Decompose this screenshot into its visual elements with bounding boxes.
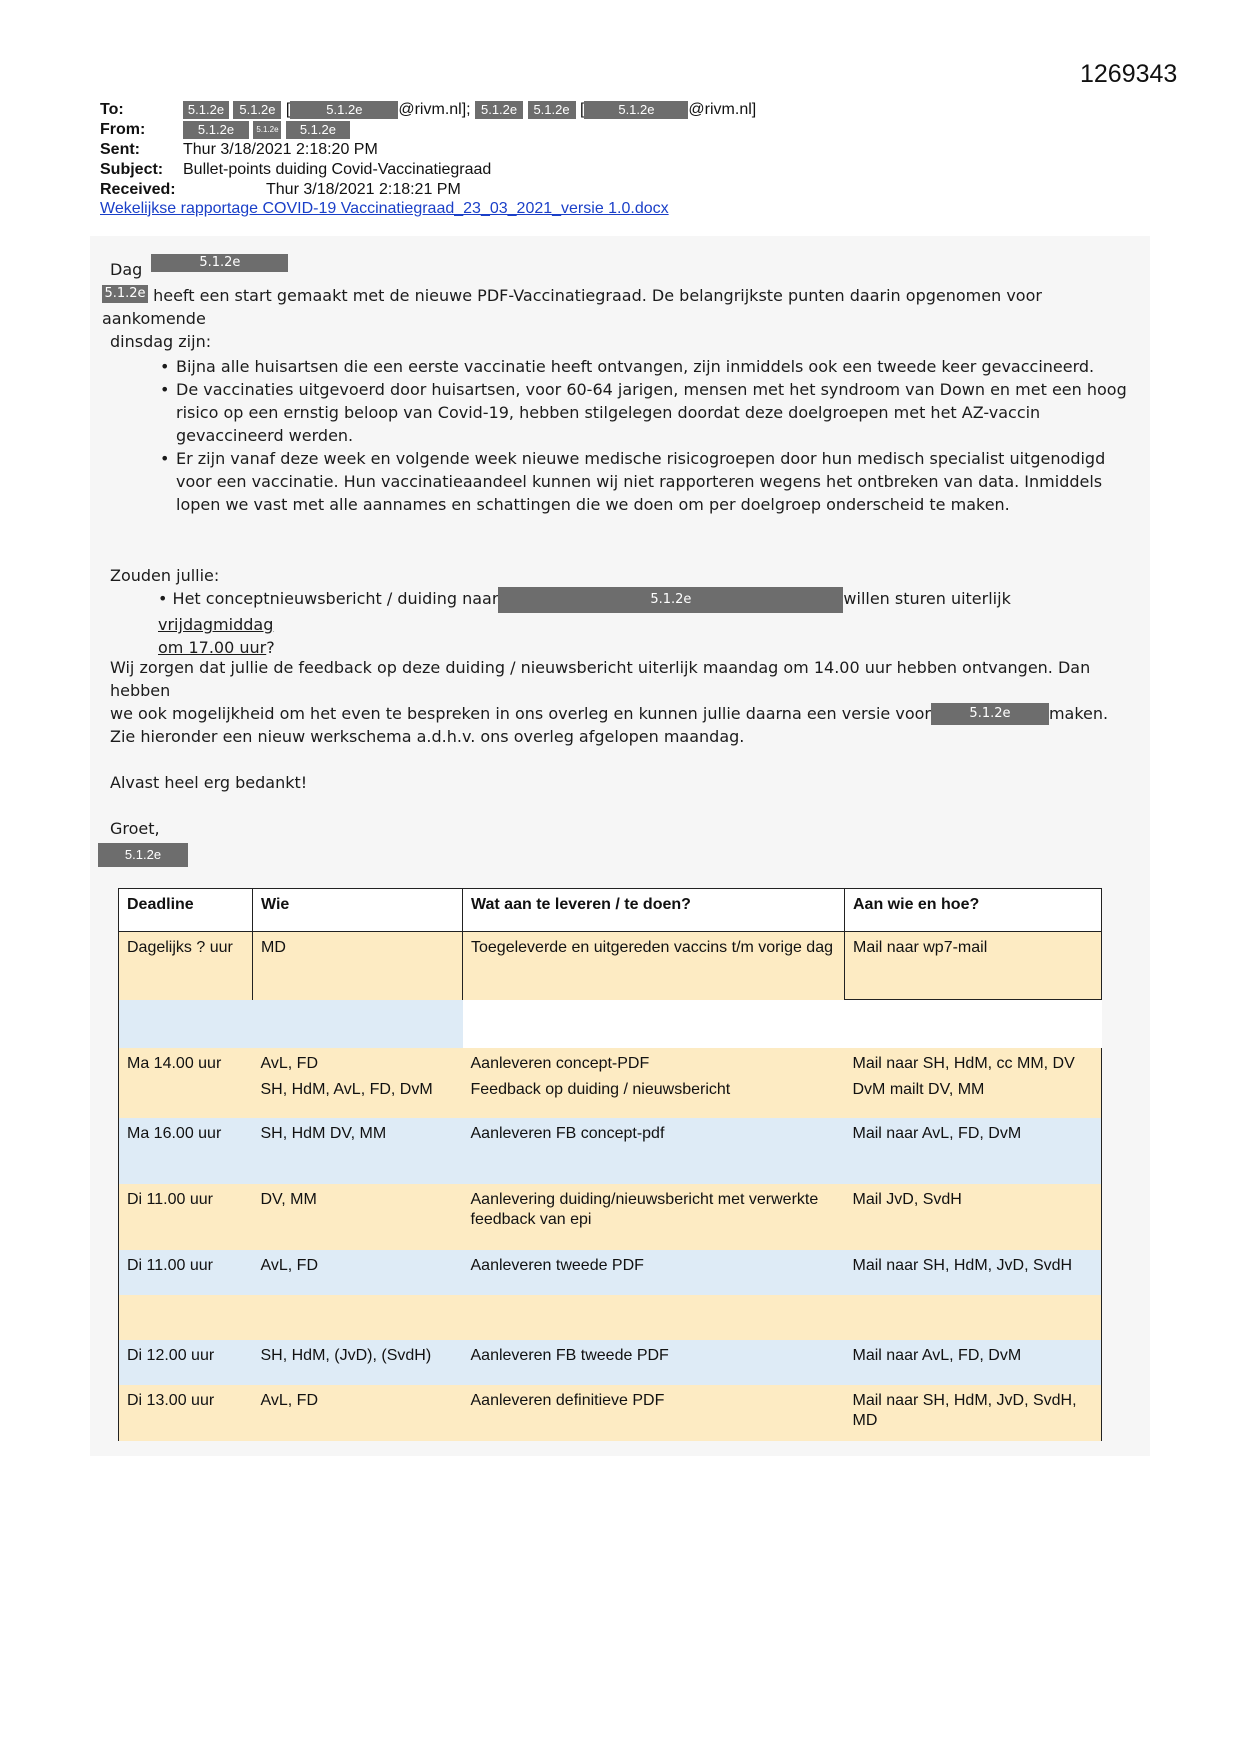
column-header: Aan wie en hoe? [845, 889, 1102, 932]
table-row: SH, HdM, AvL, FD, DvM Feedback op duiding / nieuwsbericht DvM mailt DV, MM [119, 1080, 1102, 1118]
redaction: 5.1.2e [183, 101, 229, 119]
redaction: 5.1.2e [233, 101, 281, 119]
column-header: Wie [253, 889, 463, 932]
table-row: Ma 14.00 uur AvL, FD Aanleveren concept-PDF Mail naar SH, HdM, cc MM, DV [119, 1048, 1102, 1080]
redaction: 5.1.2e [931, 703, 1049, 725]
request-intro: Zouden jullie: [110, 566, 220, 585]
redaction: 5.1.2e [475, 101, 523, 119]
redaction: 5.1.2e [286, 121, 350, 139]
received-value: Thur 3/18/2021 2:18:21 PM [266, 181, 461, 198]
closing: Groet, [110, 819, 160, 838]
redaction: 5.1.2e [253, 121, 281, 139]
from-row [100, 120, 1000, 140]
to-row: To: 5.1.2e 5.1.2e [ 5.1.2e @rivm.nl]; 5.1.2e 5.1.2e [ 5.1.2e @rivm.nl] [100, 101, 757, 118]
bullet-item: • Bijna alle huisartsen die een eerste vaccinatie heeft ontvangen, zijn inmiddels ook een tweede keer gevaccineerd. [158, 355, 1128, 378]
redaction: 5.1.2e [151, 254, 288, 272]
received-row [100, 180, 1000, 200]
feedback-paragraph: Wij zorgen dat jullie de feedback op deze duiding / nieuwsbericht uiterlijk maandag om 14.00 uur hebben ontvangen. Dan hebben we ook mogelijkheid om het even te bespreken in ons overleg en kunnen jullie daarna een versie voor 5.1.2e maken. [110, 658, 1109, 723]
attachment-link[interactable]: Wekelijkse rapportage COVID-19 Vaccinatiegraad_23_03_2021_versie 1.0.docx [100, 200, 669, 217]
from-label: From: [100, 121, 146, 138]
schedule-table [118, 888, 1102, 1441]
thanks-line: Alvast heel erg bedankt! [110, 773, 308, 792]
sent-row [100, 140, 1000, 160]
document-id: 1269343 [1080, 60, 1178, 88]
to-domain: @rivm.nl]; [398, 101, 471, 118]
to-domain: @rivm.nl] [688, 101, 757, 118]
intro-paragraph: 5.1.2e heeft een start gemaakt met de nieuwe PDF-Vaccinatiegraad. De belangrijkste punten daarin opgenomen voor aankomende dinsdag zijn: [102, 286, 1042, 351]
table-row-empty [119, 1000, 1102, 1048]
greeting-line [110, 255, 1140, 281]
column-header: Deadline [119, 889, 253, 932]
redaction: 5.1.2e [98, 843, 188, 867]
redaction: 5.1.2e [183, 121, 249, 139]
redaction: 5.1.2e [290, 101, 398, 119]
to-label: To: [100, 101, 124, 118]
subject-row [100, 160, 1000, 180]
column-header: Wat aan te leveren / te doen? [463, 889, 845, 932]
table-row: Di 12.00 uur SH, HdM, (JvD), (SvdH) Aanleveren FB tweede PDF Mail naar AvL, FD, DvM [119, 1340, 1102, 1385]
subject-value: Bullet-points duiding Covid-Vaccinatiegraad [183, 161, 492, 178]
redaction: 5.1.2e [102, 285, 148, 303]
bullet-item: • De vaccinaties uitgevoerd door huisartsen, voor 60-64 jarigen, mensen met het syndroom van Down en met een hoog risico op een ernstig beloop van Covid-19, hebben stilgelegen doordat deze doelgroepen met het AZ-vaccin gevaccineerd werden. [158, 378, 1128, 447]
email-header [100, 100, 1000, 200]
table-row: Ma 16.00 uur SH, HdM DV, MM Aanleveren FB concept-pdf Mail naar AvL, FD, DvM [119, 1118, 1102, 1184]
table-row-empty [119, 1295, 1102, 1340]
redaction: 5.1.2e [498, 587, 843, 613]
signature-redaction [98, 842, 188, 867]
sent-value: Thur 3/18/2021 2:18:20 PM [183, 141, 378, 158]
bullet-list [158, 355, 1128, 516]
schedule-note: Zie hieronder een nieuw werkschema a.d.h.v. ons overleg afgelopen maandag. [110, 727, 745, 746]
table-row: Dagelijks ? uur MD Toegeleverde en uitgereden vaccins t/m vorige dag Mail naar wp7-mail [119, 932, 1102, 1000]
greeting: Dag [110, 260, 143, 279]
subject-label: Subject: [100, 161, 164, 178]
table-row: Di 11.00 uur AvL, FD Aanleveren tweede PDF Mail naar SH, HdM, JvD, SvdH [119, 1250, 1102, 1295]
table-header-row [119, 889, 1102, 932]
received-label: Received: [100, 181, 176, 198]
redaction: 5.1.2e [584, 101, 688, 119]
table-row: Di 11.00 uur DV, MM Aanlevering duiding/nieuwsbericht met verwerkte feedback van epi Mail JvD, SvdH [119, 1184, 1102, 1250]
request-bullet: • Het conceptnieuwsbericht / duiding naar 5.1.2e willen sturen uiterlijk vrijdagmiddag om 17.00 uur? [158, 589, 1011, 657]
sent-label: Sent: [100, 141, 140, 158]
bullet-item: • Er zijn vanaf deze week en volgende week nieuwe medische risicogroepen door hun medisch specialist uitgenodigd voor een vaccinatie. Hun vaccinatieaandeel kunnen wij niet rapporteren wegens het ontbreken van data. Inmiddels lopen we vast met alle aannames en schattingen die we doen om per doelgroep onderscheid te maken. [158, 447, 1128, 516]
table-row: Di 13.00 uur AvL, FD Aanleveren definitieve PDF Mail naar SH, HdM, JvD, SvdH, MD [119, 1385, 1102, 1441]
redaction: 5.1.2e [528, 101, 576, 119]
